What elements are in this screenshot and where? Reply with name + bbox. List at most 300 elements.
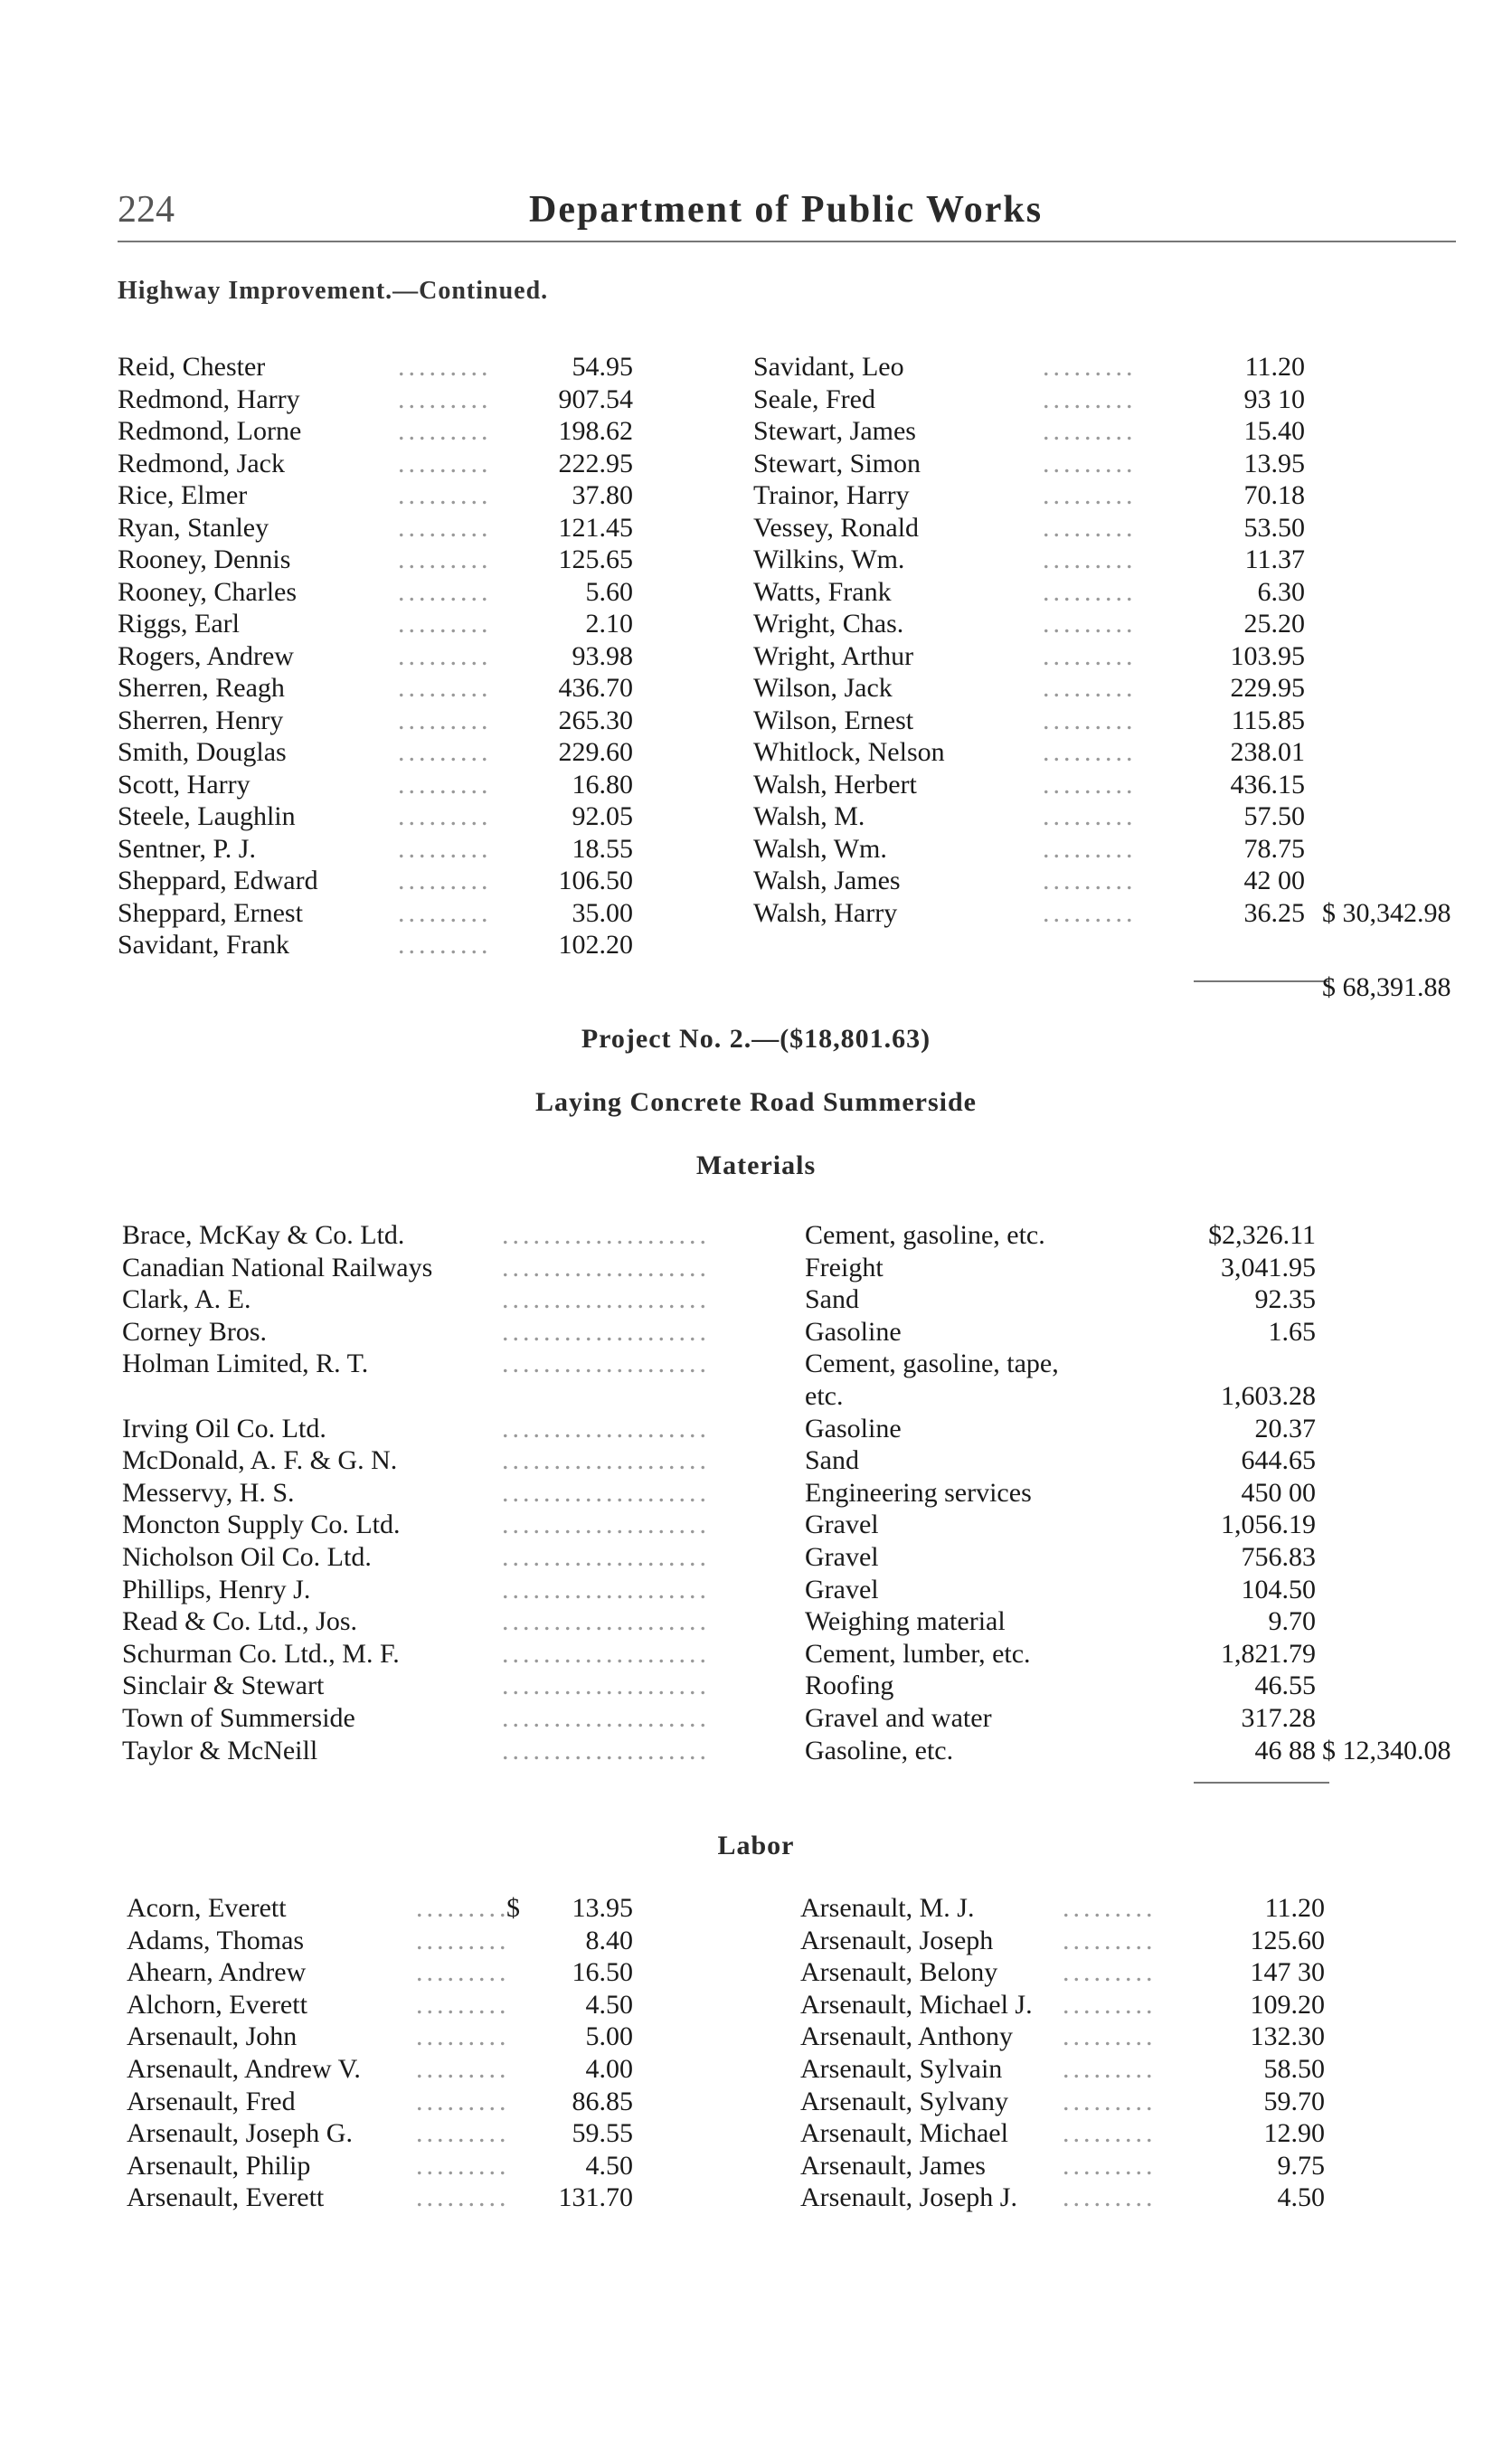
material-item: Gravel <box>805 1574 879 1604</box>
leader-dots: .................... <box>502 1252 710 1283</box>
row-name: Wright, Chas. <box>753 609 904 639</box>
row-amount: 5.60 <box>585 576 633 607</box>
list-row <box>118 415 633 448</box>
leader-dots: ......... <box>1043 512 1137 543</box>
row-amount: 25.20 <box>1243 609 1305 639</box>
row-amount: 4.00 <box>585 2054 633 2084</box>
list-row <box>118 769 633 801</box>
list-row <box>118 448 633 480</box>
row-name: Stewart, Simon <box>753 448 921 478</box>
material-amount: 92.35 <box>1254 1284 1316 1315</box>
material-item: Weighing material <box>805 1606 1006 1637</box>
list-row <box>800 2021 1325 2053</box>
row-amount: 70.18 <box>1243 480 1305 510</box>
leader-dots: ......... <box>1063 1893 1157 1923</box>
materials-row <box>122 1541 1316 1574</box>
leader-dots: ......... <box>398 383 492 414</box>
materials-rule <box>1194 1782 1329 1784</box>
leader-dots: ......... <box>1063 2021 1157 2052</box>
row-amount: 907.54 <box>558 383 633 414</box>
supplier-name: Brace, McKay & Co. Ltd. <box>122 1220 405 1250</box>
row-amount: 11.37 <box>1244 544 1305 574</box>
list-row <box>753 351 1305 383</box>
row-amount: 92.05 <box>572 801 633 831</box>
leader-dots: ......... <box>398 769 492 800</box>
row-amount: 147 30 <box>1250 1957 1325 1988</box>
supplier-name: Clark, A. E. <box>122 1284 251 1315</box>
list-row <box>118 705 633 737</box>
row-name: Steele, Laughlin <box>118 801 296 831</box>
row-amount: 9.75 <box>1277 2150 1325 2181</box>
list-row <box>753 865 1305 897</box>
list-row <box>753 897 1305 930</box>
row-name: Savidant, Leo <box>753 352 904 382</box>
materials-row <box>122 1509 1316 1541</box>
list-row <box>753 512 1305 544</box>
row-amount: 86.85 <box>572 2086 633 2116</box>
list-row <box>118 865 633 897</box>
row-amount: 222.95 <box>558 448 633 478</box>
leader-dots: ......... <box>1063 2086 1157 2116</box>
supplier-name: Moncton Supply Co. Ltd. <box>122 1510 401 1540</box>
leader-dots: ......... <box>398 416 492 446</box>
list-row <box>127 1925 633 1957</box>
leader-dots: ......... <box>416 1989 510 2020</box>
row-name: Ryan, Stanley <box>118 512 269 543</box>
leader-dots: ......... <box>1043 866 1137 895</box>
materials-heading: Materials <box>695 1150 817 1180</box>
row-amount: 12.90 <box>1263 2118 1325 2149</box>
materials-row <box>122 1219 1316 1252</box>
row-name: Stewart, James <box>753 416 916 446</box>
list-row <box>118 897 633 930</box>
material-item: Cement, lumber, etc. <box>805 1638 1031 1669</box>
leader-dots: ......... <box>398 866 492 895</box>
leader-dots: ......... <box>398 801 492 831</box>
row-amount: 4.50 <box>585 2150 633 2181</box>
leader-dots: ......... <box>398 480 492 510</box>
list-row <box>753 608 1305 640</box>
row-name: Acorn, Everett <box>127 1893 287 1923</box>
leader-dots: ......... <box>1043 480 1137 510</box>
project-subheading: Laying Concrete Road Summerside <box>535 1087 977 1117</box>
row-name: Arsenault, Michael J. <box>800 1989 1033 2020</box>
row-amount: 57.50 <box>1243 801 1305 831</box>
material-item: Sand <box>805 1445 859 1476</box>
list-row <box>127 2117 633 2150</box>
list-row <box>127 2086 633 2118</box>
supplier-name: Holman Limited, R. T. <box>122 1349 369 1379</box>
row-name: Sentner, P. J. <box>118 833 256 864</box>
list-row <box>118 479 633 512</box>
row-amount: 5.00 <box>585 2021 633 2052</box>
materials-row <box>122 1380 1316 1413</box>
leader-dots: ......... <box>1063 2150 1157 2181</box>
leader-dots: ......... <box>1043 737 1137 767</box>
list-row <box>753 383 1305 416</box>
leader-dots: ......... <box>1043 576 1137 607</box>
leader-dots: ......... <box>1043 673 1137 703</box>
leader-dots: ......... <box>398 640 492 671</box>
leader-dots: ......... <box>1063 2054 1157 2084</box>
row-amount: 93.98 <box>572 640 633 671</box>
supplier-name: Nicholson Oil Co. Ltd. <box>122 1542 372 1572</box>
list-row <box>127 2053 633 2086</box>
row-amount: 229.60 <box>558 737 633 767</box>
labor-heading: Labor <box>717 1831 795 1860</box>
leader-dots: ......... <box>1063 1989 1157 2020</box>
supplier-name: Taylor & McNeill <box>122 1735 318 1765</box>
row-name: Vessey, Ronald <box>753 512 920 543</box>
row-name: Walsh, Harry <box>753 897 898 928</box>
list-row <box>753 705 1305 737</box>
leader-dots: .................... <box>502 1671 710 1701</box>
section-continued-heading: Highway Improvement.—Continued. <box>118 277 549 305</box>
list-row <box>800 2086 1325 2118</box>
list-row <box>127 2021 633 2053</box>
leader-dots: ......... <box>416 1893 510 1923</box>
row-name: Walsh, Wm. <box>753 833 887 864</box>
row-amount: 198.62 <box>558 416 633 446</box>
row-name: Arsenault, James <box>800 2150 986 2181</box>
list-row <box>753 544 1305 576</box>
row-amount: 4.50 <box>1277 2182 1325 2213</box>
leader-dots: .................... <box>502 1638 710 1669</box>
row-amount: 102.20 <box>558 930 633 960</box>
leader-dots: .................... <box>502 1703 710 1733</box>
page-number: 224 <box>118 189 175 231</box>
list-row <box>753 415 1305 448</box>
row-amount: 131.70 <box>558 2182 633 2213</box>
leader-dots: .................... <box>502 1735 710 1765</box>
leader-dots: .................... <box>502 1316 710 1347</box>
list-row <box>800 2053 1325 2086</box>
leader-dots: .................... <box>502 1510 710 1540</box>
row-amount: 16.50 <box>572 1957 633 1988</box>
leader-dots: ......... <box>398 609 492 639</box>
material-amount: 756.83 <box>1241 1542 1316 1572</box>
list-row <box>127 2182 633 2214</box>
leader-dots: .................... <box>502 1606 710 1637</box>
row-name: Arsenault, Joseph G. <box>127 2118 353 2149</box>
row-name: Arsenault, Belony <box>800 1957 998 1988</box>
row-name: Arsenault, Philip <box>127 2150 311 2181</box>
list-row <box>753 672 1305 705</box>
row-amount: 93 10 <box>1243 383 1305 414</box>
row-name: Savidant, Frank <box>118 930 289 960</box>
row-name: Wilson, Jack <box>753 673 893 703</box>
row-name: Arsenault, Joseph J. <box>800 2182 1017 2213</box>
leader-dots: ......... <box>416 2086 510 2116</box>
list-row <box>753 769 1305 801</box>
row-amount: 11.20 <box>1244 352 1305 382</box>
row-name: Sheppard, Edward <box>118 866 318 895</box>
leader-dots: ......... <box>1043 416 1137 446</box>
materials-row <box>122 1316 1316 1349</box>
row-name: Riggs, Earl <box>118 609 240 639</box>
materials-row <box>122 1702 1316 1735</box>
row-amount: 8.40 <box>585 1925 633 1955</box>
leader-dots: ......... <box>1043 769 1137 800</box>
leader-dots: .................... <box>502 1477 710 1508</box>
row-name: Rogers, Andrew <box>118 640 294 671</box>
material-amount: 1,056.19 <box>1221 1510 1316 1540</box>
highway-subtotal-row <box>1322 897 1503 930</box>
row-amount: 106.50 <box>558 866 633 895</box>
row-amount: 436.70 <box>558 673 633 703</box>
highway-total: $ 68,391.88 <box>1322 972 1451 1002</box>
leader-dots: .................... <box>502 1284 710 1315</box>
leader-dots: .................... <box>502 1413 710 1443</box>
row-name: Sheppard, Ernest <box>118 897 303 928</box>
leader-dots: ......... <box>1063 2182 1157 2213</box>
list-row <box>118 608 633 640</box>
header-rule <box>118 241 1456 242</box>
row-amount: 13.95 <box>572 1893 633 1923</box>
material-item: Cement, gasoline, etc. <box>805 1220 1045 1250</box>
leader-dots: ......... <box>1063 1925 1157 1955</box>
material-item: Cement, gasoline, tape, <box>805 1349 1059 1379</box>
row-amount: 36.25 <box>1243 897 1305 928</box>
row-name: Rooney, Charles <box>118 576 298 607</box>
row-amount: 15.40 <box>1243 416 1305 446</box>
row-amount: 132.30 <box>1250 2021 1325 2052</box>
row-name: Walsh, Herbert <box>753 769 917 800</box>
row-amount: 11.20 <box>1264 1893 1325 1923</box>
row-amount: 125.65 <box>558 544 633 574</box>
list-row <box>800 1989 1325 2021</box>
project-heading: Project No. 2.—($18,801.63) <box>581 1024 931 1054</box>
row-name: Arsenault, Sylvain <box>800 2054 1003 2084</box>
material-amount: 9.70 <box>1268 1606 1316 1637</box>
material-amount: 46 88 <box>1254 1735 1316 1765</box>
row-amount: 18.55 <box>572 833 633 864</box>
supplier-name: Messervy, H. S. <box>122 1477 295 1508</box>
supplier-name: Canadian National Railways <box>122 1252 433 1283</box>
row-amount: 13.95 <box>1243 448 1305 478</box>
row-name: Rice, Elmer <box>118 480 248 510</box>
leader-dots: ......... <box>416 2021 510 2052</box>
highway-subtotal: $ 30,342.98 <box>1322 897 1451 928</box>
materials-row <box>122 1574 1316 1606</box>
leader-dots: .................... <box>502 1445 710 1476</box>
leader-dots: ......... <box>416 2054 510 2084</box>
leader-dots: ......... <box>1043 544 1137 574</box>
leader-dots: ......... <box>398 673 492 703</box>
list-row <box>118 929 633 961</box>
list-row <box>800 2117 1325 2150</box>
material-amount: 1,821.79 <box>1221 1638 1316 1669</box>
supplier-name: McDonald, A. F. & G. N. <box>122 1445 398 1476</box>
material-amount: 104.50 <box>1241 1574 1316 1604</box>
material-item: Gasoline, etc. <box>805 1735 954 1765</box>
list-row <box>127 1892 633 1925</box>
list-row <box>118 800 633 833</box>
row-name: Arsenault, John <box>127 2021 298 2052</box>
material-amount: 3,041.95 <box>1221 1252 1316 1283</box>
row-name: Walsh, James <box>753 866 901 895</box>
list-row <box>800 2182 1325 2214</box>
materials-row <box>122 1638 1316 1671</box>
row-name: Smith, Douglas <box>118 737 287 767</box>
row-amount: 58.50 <box>1263 2054 1325 2084</box>
leader-dots: ......... <box>416 1957 510 1988</box>
row-amount: 42 00 <box>1243 866 1305 895</box>
supplier-name: Phillips, Henry J. <box>122 1574 311 1604</box>
leader-dots: ......... <box>398 576 492 607</box>
page-header <box>118 188 1456 242</box>
list-row <box>127 2150 633 2182</box>
material-item: Freight <box>805 1252 884 1283</box>
list-row <box>753 800 1305 833</box>
leader-dots: ......... <box>398 930 492 960</box>
row-amount: 238.01 <box>1230 737 1305 767</box>
list-row <box>800 1925 1325 1957</box>
list-row <box>118 383 633 416</box>
row-amount: 54.95 <box>572 352 633 382</box>
material-item: Gravel <box>805 1510 879 1540</box>
material-amount: 46.55 <box>1254 1671 1316 1701</box>
list-row <box>800 2150 1325 2182</box>
row-name: Whitlock, Nelson <box>753 737 945 767</box>
list-row <box>118 736 633 769</box>
row-amount: 53.50 <box>1243 512 1305 543</box>
row-name: Arsenault, Everett <box>127 2182 325 2213</box>
row-amount: 103.95 <box>1230 640 1305 671</box>
leader-dots: ......... <box>416 2118 510 2149</box>
materials-row <box>122 1670 1316 1702</box>
list-row <box>118 512 633 544</box>
leader-dots: ......... <box>1063 1957 1157 1988</box>
row-name: Arsenault, Joseph <box>800 1925 994 1955</box>
material-amount: 20.37 <box>1254 1413 1316 1443</box>
row-amount: 115.85 <box>1231 705 1305 735</box>
row-name: Adams, Thomas <box>127 1925 305 1955</box>
list-row <box>753 640 1305 673</box>
row-name: Wilkins, Wm. <box>753 544 905 574</box>
list-row <box>753 448 1305 480</box>
row-amount: 37.80 <box>572 480 633 510</box>
row-name: Walsh, M. <box>753 801 865 831</box>
row-name: Redmond, Lorne <box>118 416 302 446</box>
row-name: Arsenault, Michael <box>800 2118 1008 2149</box>
leader-dots: ......... <box>398 448 492 478</box>
row-name: Redmond, Harry <box>118 383 300 414</box>
list-row <box>118 672 633 705</box>
materials-total-row <box>1322 1735 1503 1767</box>
row-amount: 229.95 <box>1230 673 1305 703</box>
subtotal-rule <box>1194 980 1329 982</box>
supplier-name: Read & Co. Ltd., Jos. <box>122 1606 357 1637</box>
material-item: Gravel <box>805 1542 879 1572</box>
materials-row <box>122 1252 1316 1284</box>
list-row <box>118 351 633 383</box>
list-row <box>118 576 633 609</box>
row-name: Arsenault, Fred <box>127 2086 296 2116</box>
supplier-name: Schurman Co. Ltd., M. F. <box>122 1638 400 1669</box>
row-name: Scott, Harry <box>118 769 250 800</box>
page-title: Department of Public Works <box>529 189 1044 231</box>
list-row <box>127 1956 633 1989</box>
leader-dots: .................... <box>502 1574 710 1604</box>
row-amount: 125.60 <box>1250 1925 1325 1955</box>
material-amount: 450 00 <box>1241 1477 1316 1508</box>
leader-dots: .................... <box>502 1542 710 1572</box>
list-row <box>127 1989 633 2021</box>
material-item: etc. <box>805 1381 844 1411</box>
materials-row <box>122 1348 1316 1380</box>
leader-dots: ......... <box>1043 383 1137 414</box>
leader-dots: ......... <box>1063 2118 1157 2149</box>
material-item: Engineering services <box>805 1477 1032 1508</box>
list-row <box>118 544 633 576</box>
materials-row <box>122 1605 1316 1638</box>
row-name: Reid, Chester <box>118 352 266 382</box>
material-amount: 1.65 <box>1268 1316 1316 1347</box>
row-name: Arsenault, Andrew V. <box>127 2054 361 2084</box>
row-name: Seale, Fred <box>753 383 875 414</box>
material-item: Gasoline <box>805 1413 902 1443</box>
row-name: Trainor, Harry <box>753 480 910 510</box>
row-name: Arsenault, Anthony <box>800 2021 1013 2052</box>
row-amount: 265.30 <box>558 705 633 735</box>
row-name: Sherren, Reagh <box>118 673 285 703</box>
leader-dots: ......... <box>416 2182 510 2213</box>
list-row <box>753 833 1305 866</box>
leader-dots: ......... <box>398 737 492 767</box>
list-row <box>753 576 1305 609</box>
leader-dots: .................... <box>502 1220 710 1250</box>
leader-dots: ......... <box>1043 352 1137 382</box>
row-amount: 121.45 <box>558 512 633 543</box>
row-name: Alchorn, Everett <box>127 1989 307 2020</box>
row-amount: 35.00 <box>572 897 633 928</box>
list-row <box>800 1956 1325 1989</box>
supplier-name: Corney Bros. <box>122 1316 267 1347</box>
leader-dots: ......... <box>416 2150 510 2181</box>
leader-dots: ......... <box>1043 705 1137 735</box>
materials-row <box>122 1444 1316 1477</box>
row-amount: 4.50 <box>585 1989 633 2020</box>
row-name: Rooney, Dennis <box>118 544 291 574</box>
list-row <box>118 640 633 673</box>
row-name: Ahearn, Andrew <box>127 1957 307 1988</box>
material-item: Gravel and water <box>805 1703 992 1733</box>
material-amount: $2,326.11 <box>1208 1220 1316 1250</box>
row-amount: 59.70 <box>1263 2086 1325 2116</box>
row-amount: 16.80 <box>572 769 633 800</box>
row-name: Arsenault, M. J. <box>800 1893 975 1923</box>
list-row <box>753 736 1305 769</box>
leader-dots: ......... <box>1043 897 1137 928</box>
row-name: Redmond, Jack <box>118 448 285 478</box>
row-name: Sherren, Henry <box>118 705 284 735</box>
row-name: Wright, Arthur <box>753 640 914 671</box>
row-amount: 2.10 <box>585 609 633 639</box>
leader-dots: .................... <box>502 1349 710 1379</box>
leader-dots: ......... <box>398 833 492 864</box>
material-amount: 317.28 <box>1241 1703 1316 1733</box>
supplier-name: Sinclair & Stewart <box>122 1671 325 1701</box>
leader-dots: ......... <box>398 512 492 543</box>
leader-dots: ......... <box>398 897 492 928</box>
leader-dots: ......... <box>398 705 492 735</box>
material-amount: 1,603.28 <box>1221 1381 1316 1411</box>
materials-total: $ 12,340.08 <box>1322 1735 1451 1765</box>
supplier-name: Irving Oil Co. Ltd. <box>122 1413 326 1443</box>
list-row <box>800 1892 1325 1925</box>
leader-dots: ......... <box>1043 448 1137 478</box>
